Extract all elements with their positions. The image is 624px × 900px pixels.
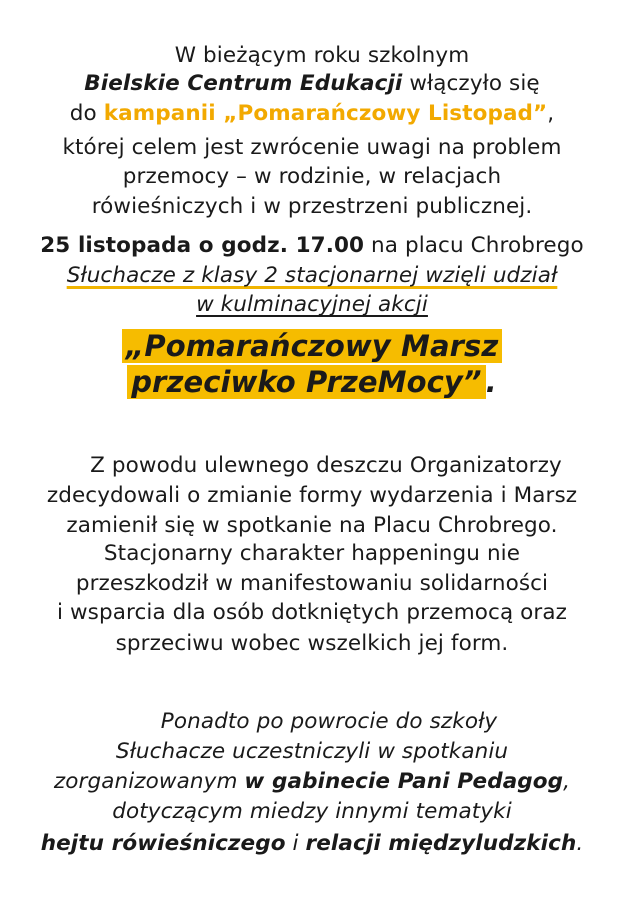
p3-l5-text: przeszkodził w manifestowaniu solidarności	[75, 571, 549, 596]
p1-l4-text: której celem jest zwrócenie uwagi na problem	[62, 135, 562, 160]
p1-l5-text: przemocy – w rodzinie, w relacjach	[122, 164, 502, 189]
p3-line-1	[0, 452, 624, 480]
p2-line-1	[0, 232, 624, 260]
p2-title-line-2	[0, 364, 624, 400]
p4-line-1	[0, 708, 624, 736]
p3-l6-text: i wsparcia dla osób dotkniętych przemocą oraz	[56, 600, 568, 625]
p1-line-1	[0, 42, 624, 70]
p2-l2-text: Słuchacze z klasy 2 stacjonarnej wzięli udział	[66, 263, 558, 288]
p1-line-6	[0, 193, 624, 221]
p3-line-2	[0, 482, 624, 510]
p1-l2-rest: włączyło się	[402, 71, 540, 96]
p3-line-6	[0, 599, 624, 627]
p3-line-5	[0, 570, 624, 598]
p1-line-5	[0, 163, 624, 191]
p4-l5-end: .	[576, 831, 584, 856]
p4-l4-text: dotyczącym miedzy innymi tematyki	[112, 799, 512, 824]
p2-l3-text: w kulminacyjnej akcji	[196, 292, 428, 317]
p4-line-5	[0, 830, 624, 858]
topic-relations: relacji międzyludzkich	[305, 831, 577, 856]
p3-line-4	[0, 540, 624, 568]
p4-line-3	[0, 768, 624, 796]
campaign-name: kampanii „Pomarańczowy Listopad”	[103, 101, 548, 126]
p4-l1-text: Ponadto po powrocie do szkoły	[160, 709, 498, 734]
p3-l7-text: sprzeciwu wobec wszelkich jej form.	[115, 631, 509, 656]
p3-l2-text: zdecydowali o zmianie formy wydarzenia i Marsz	[46, 483, 578, 508]
p2-line-3	[0, 291, 624, 319]
p3-line-7	[0, 630, 624, 658]
march-title-2: przeciwko PrzeMocy”	[127, 365, 485, 399]
p2-title-line-1	[0, 328, 624, 364]
p2-l1-rest: na placu Chrobrego	[364, 233, 584, 258]
p3-line-3	[0, 512, 624, 540]
p4-l3-post: ,	[563, 769, 571, 794]
p1-l3-pre: do	[69, 101, 104, 126]
topic-peer-hate: hejtu rówieśniczego	[40, 831, 286, 856]
p1-line-4	[0, 134, 624, 162]
p4-l5-mid: i	[285, 831, 306, 856]
p1-l3-post: ,	[547, 101, 555, 126]
p4-line-4	[0, 798, 624, 826]
p1-line-3	[0, 100, 624, 128]
pedagog-office: w gabinecie Pani Pedagog	[244, 769, 564, 794]
p1-l1-text: W bieżącym roku szkolnym	[174, 43, 470, 68]
p4-l3-pre: zorganizowanym	[53, 769, 245, 794]
p3-l1-text: Z powodu ulewnego deszczu Organizatorzy	[90, 453, 562, 478]
p1-l6-text: rówieśniczych i w przestrzeni publicznej.	[91, 194, 533, 219]
march-title-1: „Pomarańczowy Marsz	[122, 329, 503, 363]
p1-line-2	[0, 70, 624, 98]
p3-l3-text: zamienił się w spotkanie na Placu Chrobrego.	[66, 513, 558, 538]
p4-l2-text: Słuchacze uczestniczyli w spotkaniu	[115, 739, 509, 764]
p4-line-2	[0, 738, 624, 766]
p2-line-2	[0, 262, 624, 290]
p3-l4-text: Stacjonarny charakter happeningu nie	[103, 541, 521, 566]
march-title-end: .	[485, 365, 497, 399]
bce-name: Bielskie Centrum Edukacji	[84, 71, 403, 96]
event-date: 25 listopada o godz. 17.00	[40, 233, 365, 258]
